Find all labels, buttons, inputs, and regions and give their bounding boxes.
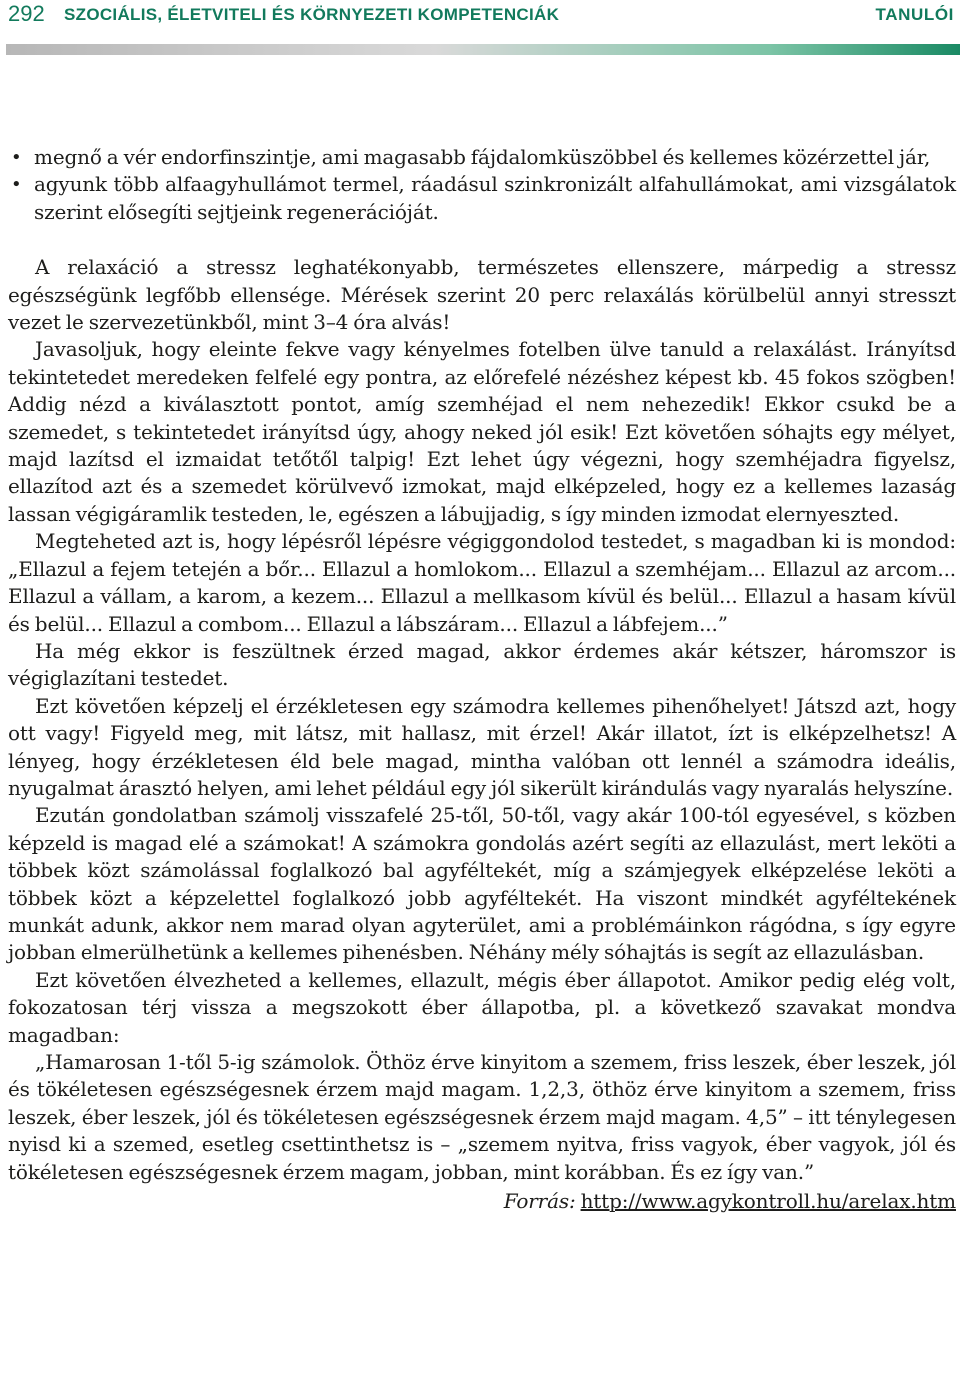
paragraph: Javasoljuk, hogy eleinte fekve vagy kényelmes fotelben ülve tanuld a relaxálást. Irányítsd tekintetedet meredeken felfelé egy pontra, az előrefelé nézéshez képest kb. 45 fokos szögben! Addig nézd a kiválasztott pontot, amíg szemhéjad el nem nehezedik! Ekkor csukd be a szemedet, s tekintetedet irányítsd úgy, ahogy neked jól esik! Ezt követően sóhajts egy mélyet, majd lazítsd el izmaidat tetőtől talpig! Ezt lehet úgy végezni, hogy szemhéjadra figyelsz, ellazítod azt és a szemedet körülvevő izmokat, majd elképzeled, hogy ez a kellemes lazaság lassan végigáramlik testeden, le, egészen a lábujjadig, s így minden izmodat elernyeszted. bbox=[8, 337, 956, 526]
paragraph: Megteheted azt is, hogy lépésről lépésre végiggondolod testedet, s magadban ki is mondod: „Ellazul a fejem tetején a bőr... Ellazul a homlokom... Ellazul a szemhéjam... Ellazul az arcom... Ellazul a vállam, a karom, a kezem... Ellazul a mellkasom kívül és belül... Ellazul a hasam kívül és belül... Ellazul a combom... Ellazul a lábszáram... Ellazul a lábfejem...” bbox=[8, 529, 956, 636]
list-item bbox=[8, 171, 956, 226]
source-citation bbox=[8, 1188, 956, 1215]
source-label: Forrás: bbox=[503, 1189, 576, 1214]
paragraph: „Hamarosan 1-től 5-ig számolok. Öthöz érve kinyitom a szemem, friss leszek, éber leszek, jól és tökéletesen egészségesnek érzem majd magam. 1,2,3, öthöz érve kinyitom a szemem, friss leszek, éber leszek, jól és tökéletesen egészségesnek érzem majd magam. 4,5” – itt ténylegesen nyisd ki a szemed, esetleg csettinthetsz is – „szemem nyitva, friss vagyok, éber vagyok, jól és tökéletesen egészségesnek érzem magam, jobban, mint korábban. És ez így van.” bbox=[8, 1050, 956, 1184]
page-header bbox=[0, 0, 960, 30]
list-item-text: agyunk több alfaagyhullámot termel, ráadásul szinkronizált alfahullámokat, ami vizsgálatok szerint elősegíti sejtjeink regenerációját. bbox=[34, 172, 956, 224]
list-item-text: megnő a vér endorfinszintje, ami magasabb fájdalomküszöbbel és kellemes közérzettel jár, bbox=[34, 145, 931, 169]
body-text bbox=[8, 144, 956, 1215]
bullet-list bbox=[8, 144, 956, 226]
header-divider bbox=[6, 44, 960, 55]
paragraph: Ezt követően képzelj el érzékletesen egy számodra kellemes pihenőhelyet! Játszd azt, hogy ott vagy! Figyeld meg, mit látsz, mit hallasz, mit érzel! Akár illatot, ízt is elképzelhetsz! A lényeg, hogy érzékletesen éld bele magad, mintha valóban ott lennél a számodra ideális, nyugalmat árasztó helyen, ami lehet például egy jól sikerült kirándulás vagy nyaralás helyszíne. bbox=[8, 693, 956, 800]
paragraph: Ezután gondolatban számolj visszafelé 25-től, 50-től, vagy akár 100-tól egyesével, s közben képzeld is magad elé a számokat! A számokra gondolás azért segíti az ellazulást, mert leköti a többek közt számolással foglalkozó bal agyféltekét, míg a számjegyek elképzelése leköti a többek közt a képzelettel foglalkozó jobb agyféltekét. Ha viszont mindkét agyféltekének munkát adunk, akkor nem marad olyan agyterület, ami a problémáinkon rágódna, s így egyre jobban elmerülhetünk a kellemes pihenésben. Néhány mély sóhajtás is segít az ellazulásban. bbox=[8, 803, 956, 965]
page-number: 292 bbox=[8, 1, 45, 26]
bullet-icon: • bbox=[11, 174, 22, 196]
paragraph: A relaxáció a stressz leghatékonyabb, természetes ellenszere, márpedig a stressz egészségünk legfőbb ellensége. Mérések szerint 20 perc relaxálás körülbelül annyi stresszt vezet le szervezetünkből, mint 3–4 óra alvás! bbox=[8, 255, 956, 335]
audience-label: TANULÓI bbox=[875, 5, 954, 24]
bullet-icon: • bbox=[11, 147, 22, 168]
source-link[interactable]: http://www.agykontroll.hu/arelax.htm bbox=[580, 1189, 956, 1214]
list-item bbox=[8, 144, 956, 171]
paragraph: Ha még ekkor is feszültnek érzed magad, akkor érdemes akár kétszer, háromszor is végiglazítani testedet. bbox=[8, 638, 956, 691]
section-title: SZOCIÁLIS, ÉLETVITELI ÉS KÖRNYEZETI KOMPETENCIÁK bbox=[64, 5, 560, 24]
paragraph: Ezt követően élvezheted a kellemes, ellazult, mégis éber állapotot. Amikor pedig elég volt, fokozatosan térj vissza a megszokott éber állapotba, pl. a következő szavakat mondva magadban: bbox=[8, 967, 956, 1047]
